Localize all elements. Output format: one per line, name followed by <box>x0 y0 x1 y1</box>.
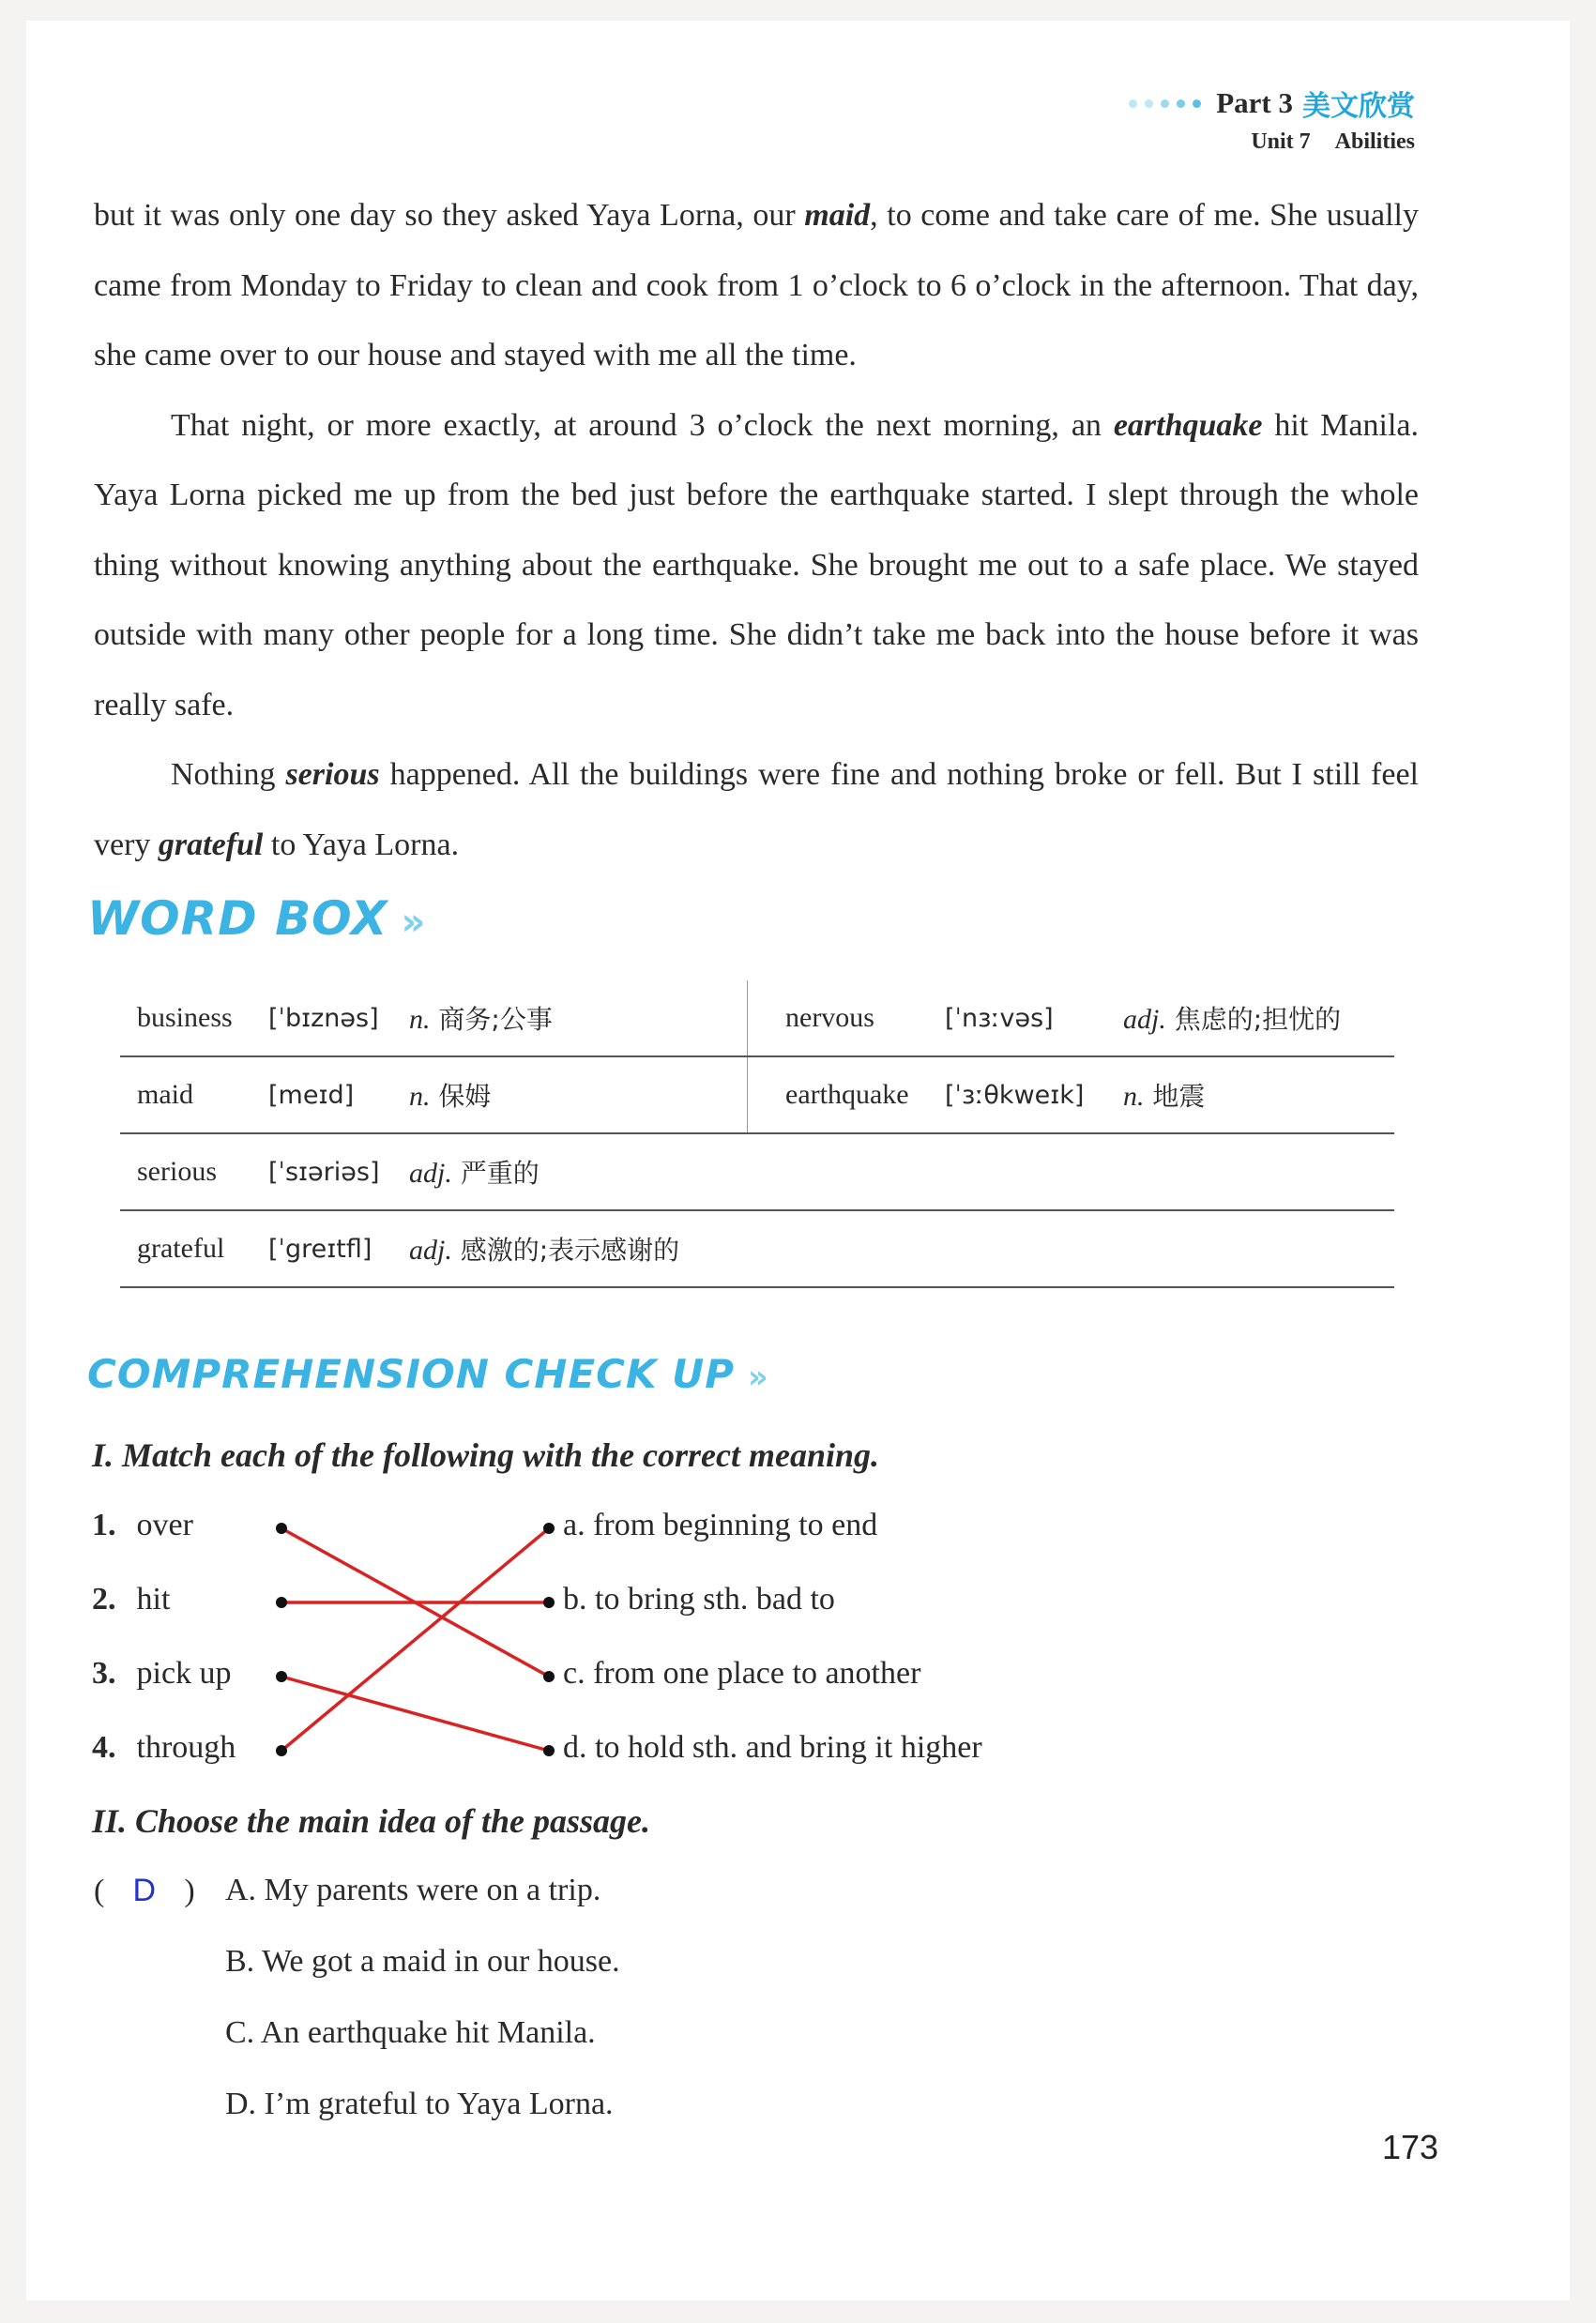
match-line <box>281 1677 549 1751</box>
phonetic: [meɪd] <box>268 1056 409 1133</box>
p3-text-2: happened. All the buildings were fine and nothing broke or fell. But I still feel very <box>94 757 1419 862</box>
meaning: 地震 <box>1152 1081 1206 1112</box>
paren-close: ) <box>184 1874 195 1908</box>
meaning: 商务;公事 <box>438 1004 553 1035</box>
keyword-earthquake: earthquake <box>1113 407 1263 443</box>
p3-text-3: to Yaya Lorna. <box>263 827 460 862</box>
match-right-item: d. to hold sth. and bring it higher <box>563 1730 982 1765</box>
part-of-speech: n. <box>1123 1081 1145 1112</box>
choice-option: B. We got a maid in our house. <box>225 1944 620 1979</box>
match-line <box>281 1528 549 1751</box>
match-dot-left <box>276 1671 287 1682</box>
meaning: 保姆 <box>438 1081 492 1112</box>
match-term: hit <box>136 1582 171 1617</box>
match-right-item: a. from beginning to end <box>563 1508 878 1542</box>
p2-text-2: hit Manila. Yaya Lorna picked me up from the bed just before the earthquake started. I slept through the whole thing without knowing anything about the earthquake. She brought me out to a safe place. We stayed outside with many other people for a long time. She didn’t take me back into the house before it was really safe. <box>94 407 1419 722</box>
header-unit: Unit 7 <box>1251 129 1311 154</box>
match-dot-right <box>543 1745 555 1756</box>
part-of-speech: adj. <box>409 1158 452 1189</box>
p1-text-2: , to come and take care of me. She usually came from Monday to Friday to clean and cook from 1 o’clock to 6 o’clock in the afternoon. That day, she came over to our house and stayed with me all the time. <box>94 198 1419 372</box>
match-number: 4. <box>92 1730 116 1765</box>
word: grateful <box>120 1210 268 1287</box>
part-of-speech: n. <box>409 1004 431 1035</box>
match-term: over <box>136 1508 193 1542</box>
paren-open: ( <box>94 1874 105 1908</box>
match-right-item: c. from one place to another <box>563 1656 921 1691</box>
match-number: 2. <box>92 1582 116 1617</box>
keyword-grateful: grateful <box>158 827 264 862</box>
meaning: 焦虑的;担忧的 <box>1174 1004 1342 1035</box>
choice-option: D. I’m grateful to Yaya Lorna. <box>225 2087 614 2121</box>
match-number: 1. <box>92 1508 116 1542</box>
header-unit-title: Abilities <box>1334 129 1415 154</box>
double-chevron-icon: » <box>748 1359 769 1395</box>
instruction-part-2: II. Choose the main idea of the passage. <box>92 1802 651 1840</box>
phonetic: [ˈsɪəriəs] <box>268 1133 409 1210</box>
p2-text-1: That night, or more exactly, at around 3 o’clock the next morning, an <box>171 407 1114 443</box>
page-number: 173 <box>1382 2128 1439 2166</box>
answer-bracket <box>94 1873 195 1909</box>
match-dot-right <box>543 1597 555 1608</box>
word: maid <box>120 1056 268 1133</box>
answer-letter: D <box>132 1873 157 1908</box>
p1-text-1: but it was only one day so they asked Yaya Lorna, our <box>94 198 805 233</box>
match-dot-right <box>543 1523 555 1534</box>
word: nervous <box>748 980 946 1056</box>
instruction-part-1: I. Match each of the following with the correct meaning. <box>92 1436 880 1474</box>
part-of-speech: n. <box>409 1081 431 1112</box>
comprehension-title-text: COMPREHENSION CHECK UP <box>87 1351 736 1397</box>
match-term: pick up <box>136 1656 232 1691</box>
choice-option: A. My parents were on a trip. <box>225 1873 601 1907</box>
keyword-serious: serious <box>285 757 380 792</box>
meaning: 感激的;表示感谢的 <box>460 1235 680 1266</box>
match-dot-left <box>276 1523 287 1534</box>
match-right-item: b. to bring sth. bad to <box>563 1582 835 1617</box>
match-number: 3. <box>92 1656 116 1691</box>
match-term: through <box>136 1730 236 1765</box>
p3-text-1: Nothing <box>171 757 286 792</box>
match-dot-left <box>276 1745 287 1756</box>
word: business <box>120 980 268 1056</box>
choice-option: C. An earthquake hit Manila. <box>225 2015 596 2050</box>
part-of-speech: adj. <box>409 1235 452 1266</box>
header-section-cn: 美文欣赏 <box>1302 90 1415 123</box>
word-box-title-text: WORD BOX <box>87 891 388 946</box>
part-of-speech: adj. <box>1123 1004 1166 1035</box>
match-dot-left <box>276 1597 287 1608</box>
word: serious <box>120 1133 268 1210</box>
meaning: 严重的 <box>460 1158 540 1189</box>
header-part: Part 3 <box>1216 86 1293 119</box>
phonetic: [ˈgreɪtfl] <box>268 1210 409 1287</box>
phonetic: [ˈbɪznəs] <box>268 980 409 1056</box>
word: earthquake <box>748 1056 946 1133</box>
phonetic: [ˈɜːθkweɪk] <box>945 1056 1123 1133</box>
double-chevron-icon: » <box>401 901 427 944</box>
keyword-maid: maid <box>804 198 871 233</box>
phonetic: [ˈnɜːvəs] <box>945 980 1123 1056</box>
match-dot-right <box>543 1671 555 1682</box>
